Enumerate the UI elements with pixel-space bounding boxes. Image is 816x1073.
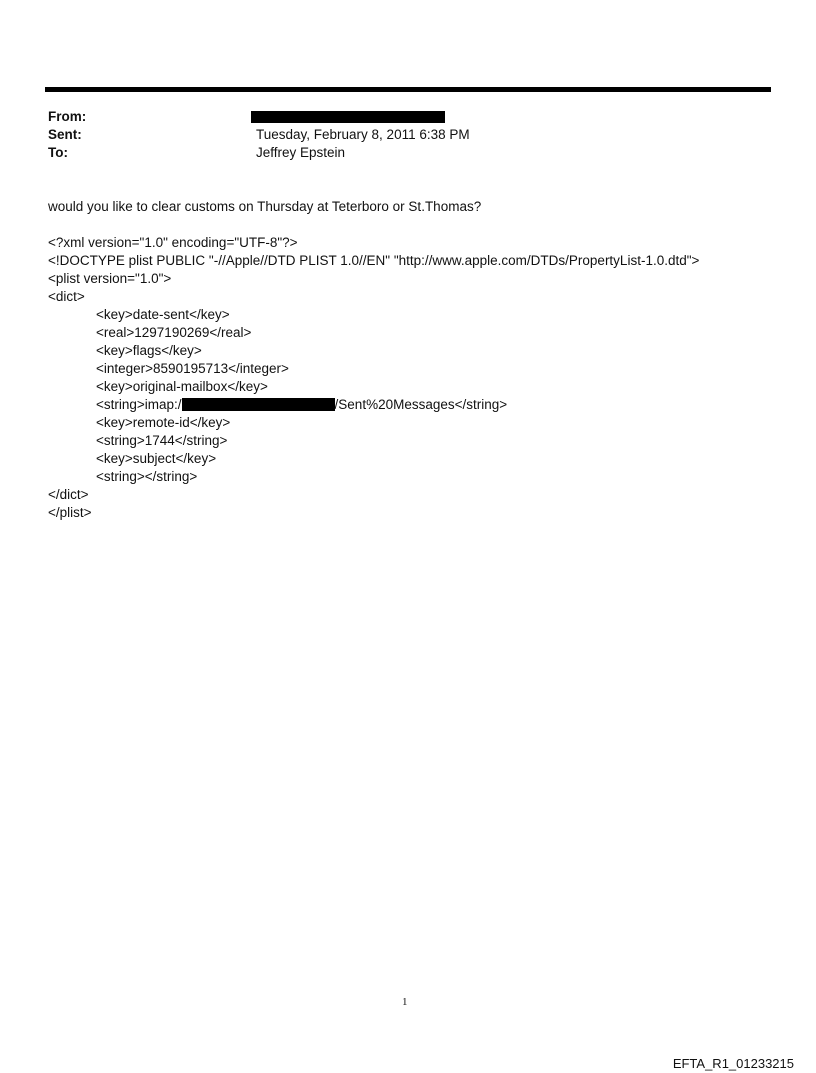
plist-close-line: </plist> [48,505,92,520]
plist-entry-line: <key>date-sent</key> [96,307,230,322]
mailbox-string-line [48,396,699,414]
plist-entry-line: <string></string> [96,469,198,484]
plist-entry-line: <key>flags</key> [96,343,202,358]
plist-entry-line: <integer>8590195713</integer> [96,361,289,376]
dict-open-line: <dict> [48,289,85,304]
message-body: would you like to clear customs on Thursday at Teterboro or St.Thomas? [48,199,482,214]
plist-entry-line: <key>remote-id</key> [96,415,231,430]
document-id: EFTA_R1_01233215 [672,1056,794,1071]
plist-entry-line: <real>1297190269</real> [96,325,252,340]
mailbox-prefix: <string>imap:/ [96,397,182,412]
plist-entry-line: <key>subject</key> [96,451,217,466]
plist-open-line: <plist version="1.0"> [48,271,172,286]
sent-label: Sent: [48,127,82,142]
doctype-line: <!DOCTYPE plist PUBLIC "-//Apple//DTD PLIST 1.0//EN" "http://www.apple.com/DTDs/PropertyList-1.0.dtd"> [48,253,700,268]
dict-close-line: </dict> [48,487,89,502]
from-label: From: [48,109,87,124]
page-number: 1 [402,996,408,1008]
xml-declaration-line: <?xml version="1.0" encoding="UTF-8"?> [48,235,298,250]
plist-code-block [48,234,699,522]
plist-entry-line: <string>1744</string> [96,433,228,448]
mailbox-suffix: /Sent%20Messages</string> [334,397,508,412]
sent-value: Tuesday, February 8, 2011 6:38 PM [256,127,470,142]
from-redaction-block [251,111,445,123]
plist-entry-line: <key>original-mailbox</key> [96,379,268,394]
header-divider-rule [45,87,771,92]
mailbox-redaction-block [182,398,335,411]
to-value: Jeffrey Epstein [256,145,346,160]
to-label: To: [48,145,68,160]
